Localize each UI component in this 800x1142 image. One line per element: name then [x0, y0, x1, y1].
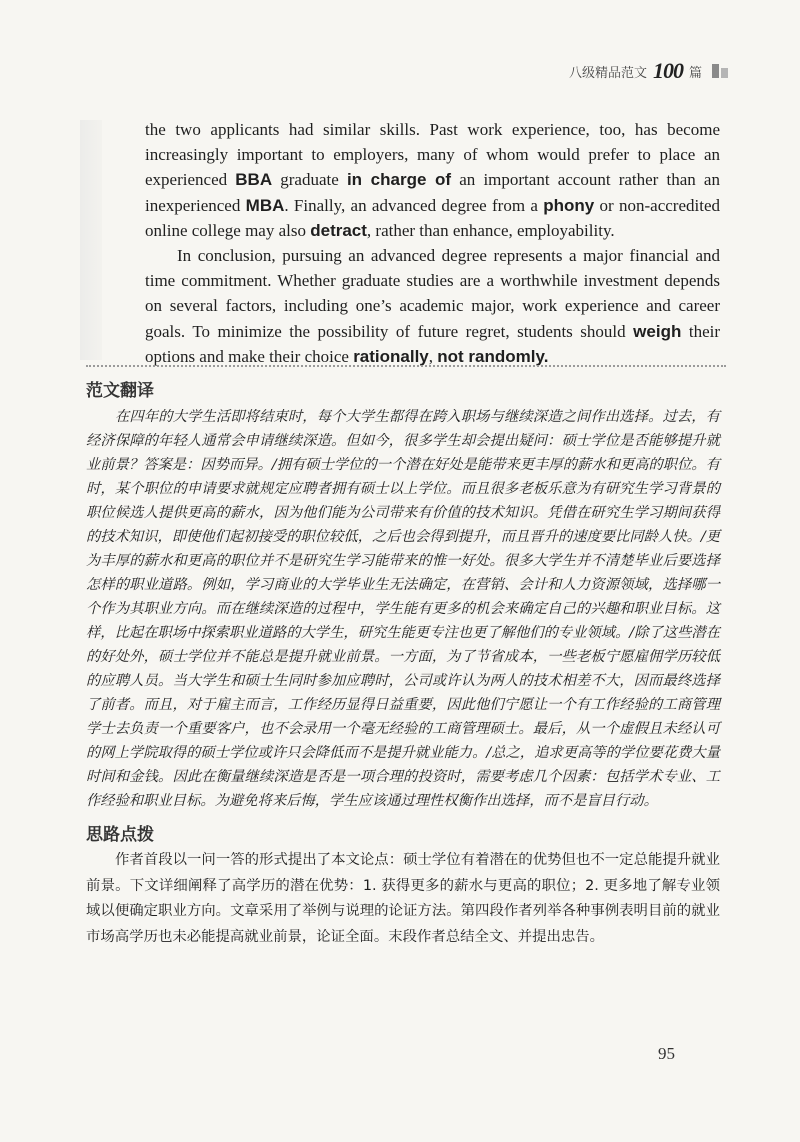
thinking-body	[86, 848, 720, 950]
vocab-term: detract	[310, 220, 367, 240]
brand-logo: 100	[652, 58, 683, 83]
thinking-text: 作者首段以一问一答的形式提出了本文论点：硕士学位有着潜在的优势但也不一定总能提升就业前景。下文详细阐释了高学历的潜在优势：1. 获得更多的薪水与更高的职位；2. 更多地了解专业领域以便确定职业方向。文章采用了举例与说理的论证方法。第四段作者列举各种事例表明目前的就业市场高学历也未必能提高就业前景，论证全面。末段作者总结全文、并提出忠告。	[86, 852, 720, 945]
margin-shade	[80, 120, 102, 360]
translation-heading: 范文翻译	[86, 381, 154, 401]
thinking-heading: 思路点拨	[86, 825, 154, 845]
vocab-term: weigh	[633, 321, 682, 341]
english-paragraph-2	[145, 243, 720, 369]
text-run: an important account rather than an inexperienced	[145, 170, 720, 215]
dotted-divider	[86, 365, 726, 367]
text-run: graduate	[272, 170, 347, 190]
text-run: . Finally, an advanced degree from a	[284, 195, 544, 215]
translation-body	[86, 405, 720, 813]
text-run: or non-accredited online college may also	[145, 195, 720, 240]
vocab-term: phony	[543, 195, 595, 215]
text-run: In conclusion, pursuing an advanced degree represents a major financial and time commitment. Whether graduate studies are a worthwhile investment depends on several factors, including one’s academic major, work experience and career goals. To minimize the possibility of future regret, students should	[145, 246, 720, 341]
vocab-term: rationally	[353, 346, 429, 366]
series-suffix: 篇	[688, 65, 702, 81]
header-decoration	[712, 64, 728, 78]
running-header	[569, 58, 728, 84]
text-run: the two applicants had similar skills. Past work experience, too, has become increasingly important to employers, many of whom would prefer to place an experienced	[145, 120, 720, 190]
translation-text: 在四年的大学生活即将结束时，每个大学生都得在跨入职场与继续深造之间作出选择。过去，有经济保障的年轻人通常会申请继续深造。但如今，很多学生却会提出疑问：硕士学位是否能够提升就业前景？答案是：因势而异。/拥有硕士学位的一个潜在好处是能带来更丰厚的薪水和更高的职位。有时，某个职位的申请要求就规定应聘者拥有硕士以上学位。而且很多老板乐意为有研究生学习背景的职位候选人提供更高的薪水，因为他们能为公司带来有价值的技术知识。凭借在研究生学习期间获得的技术知识，即使他们起初接受的职位较低，之后也会得到提升，而且晋升的速度要比同龄人快。/更为丰厚的薪水和更高的职位并不是研究生学习能带来的惟一好处。很多大学生并不清楚毕业后要选择怎样的职业道路。例如，学习商业的大学毕业生无法确定，在营销、会计和人力资源领域，选择哪一个作为其职业方向。而在继续深造的过程中，学生能有更多的机会来确定自己的兴趣和职业目标。这样，比起在职场中探索职业道路的大学生，研究生能更专注也更了解他们的专业领域。/除了这些潜在的好处外，硕士学位并不能总是提升就业前景。一方面，为了节省成本，一些老板宁愿雇佣学历较低的应聘人员。当大学生和硕士生同时参加应聘时，公司或许认为两人的技术相差不大，因而最终选择了前者。而且，对于雇主而言，工作经历显得日益重要，因此他们宁愿让一个有工作经验的工商管理学士去负责一个重要客户，也不会录用一个毫无经验的工商管理硕士。最后，从一个虚假且未经认可的网上学院取得的硕士学位或许只会降低而不是提升就业能力。/总之，追求更高等的学位要花费大量时间和金钱。因此在衡量继续深造是否是一项合理的投资时，需要考虑几个因素：包括学术专业、工作经验和职业目标。为避免将来后悔，学生应该通过理性权衡作出选择，而不是盲目行动。	[86, 409, 720, 809]
page-number: 95	[658, 1044, 675, 1063]
vocab-term: BBA	[235, 170, 273, 190]
vocab-term: in charge of	[346, 170, 452, 190]
text-run: , rather than enhance, employability.	[366, 220, 615, 240]
text-run: ,	[428, 346, 438, 366]
vocab-term: MBA	[245, 195, 285, 215]
english-passage	[145, 117, 720, 369]
text-run: their options and make their choice	[145, 321, 721, 366]
english-paragraph-1	[145, 117, 720, 243]
series-title: 八级精品范文	[568, 65, 647, 81]
vocab-term: not randomly.	[437, 346, 549, 366]
